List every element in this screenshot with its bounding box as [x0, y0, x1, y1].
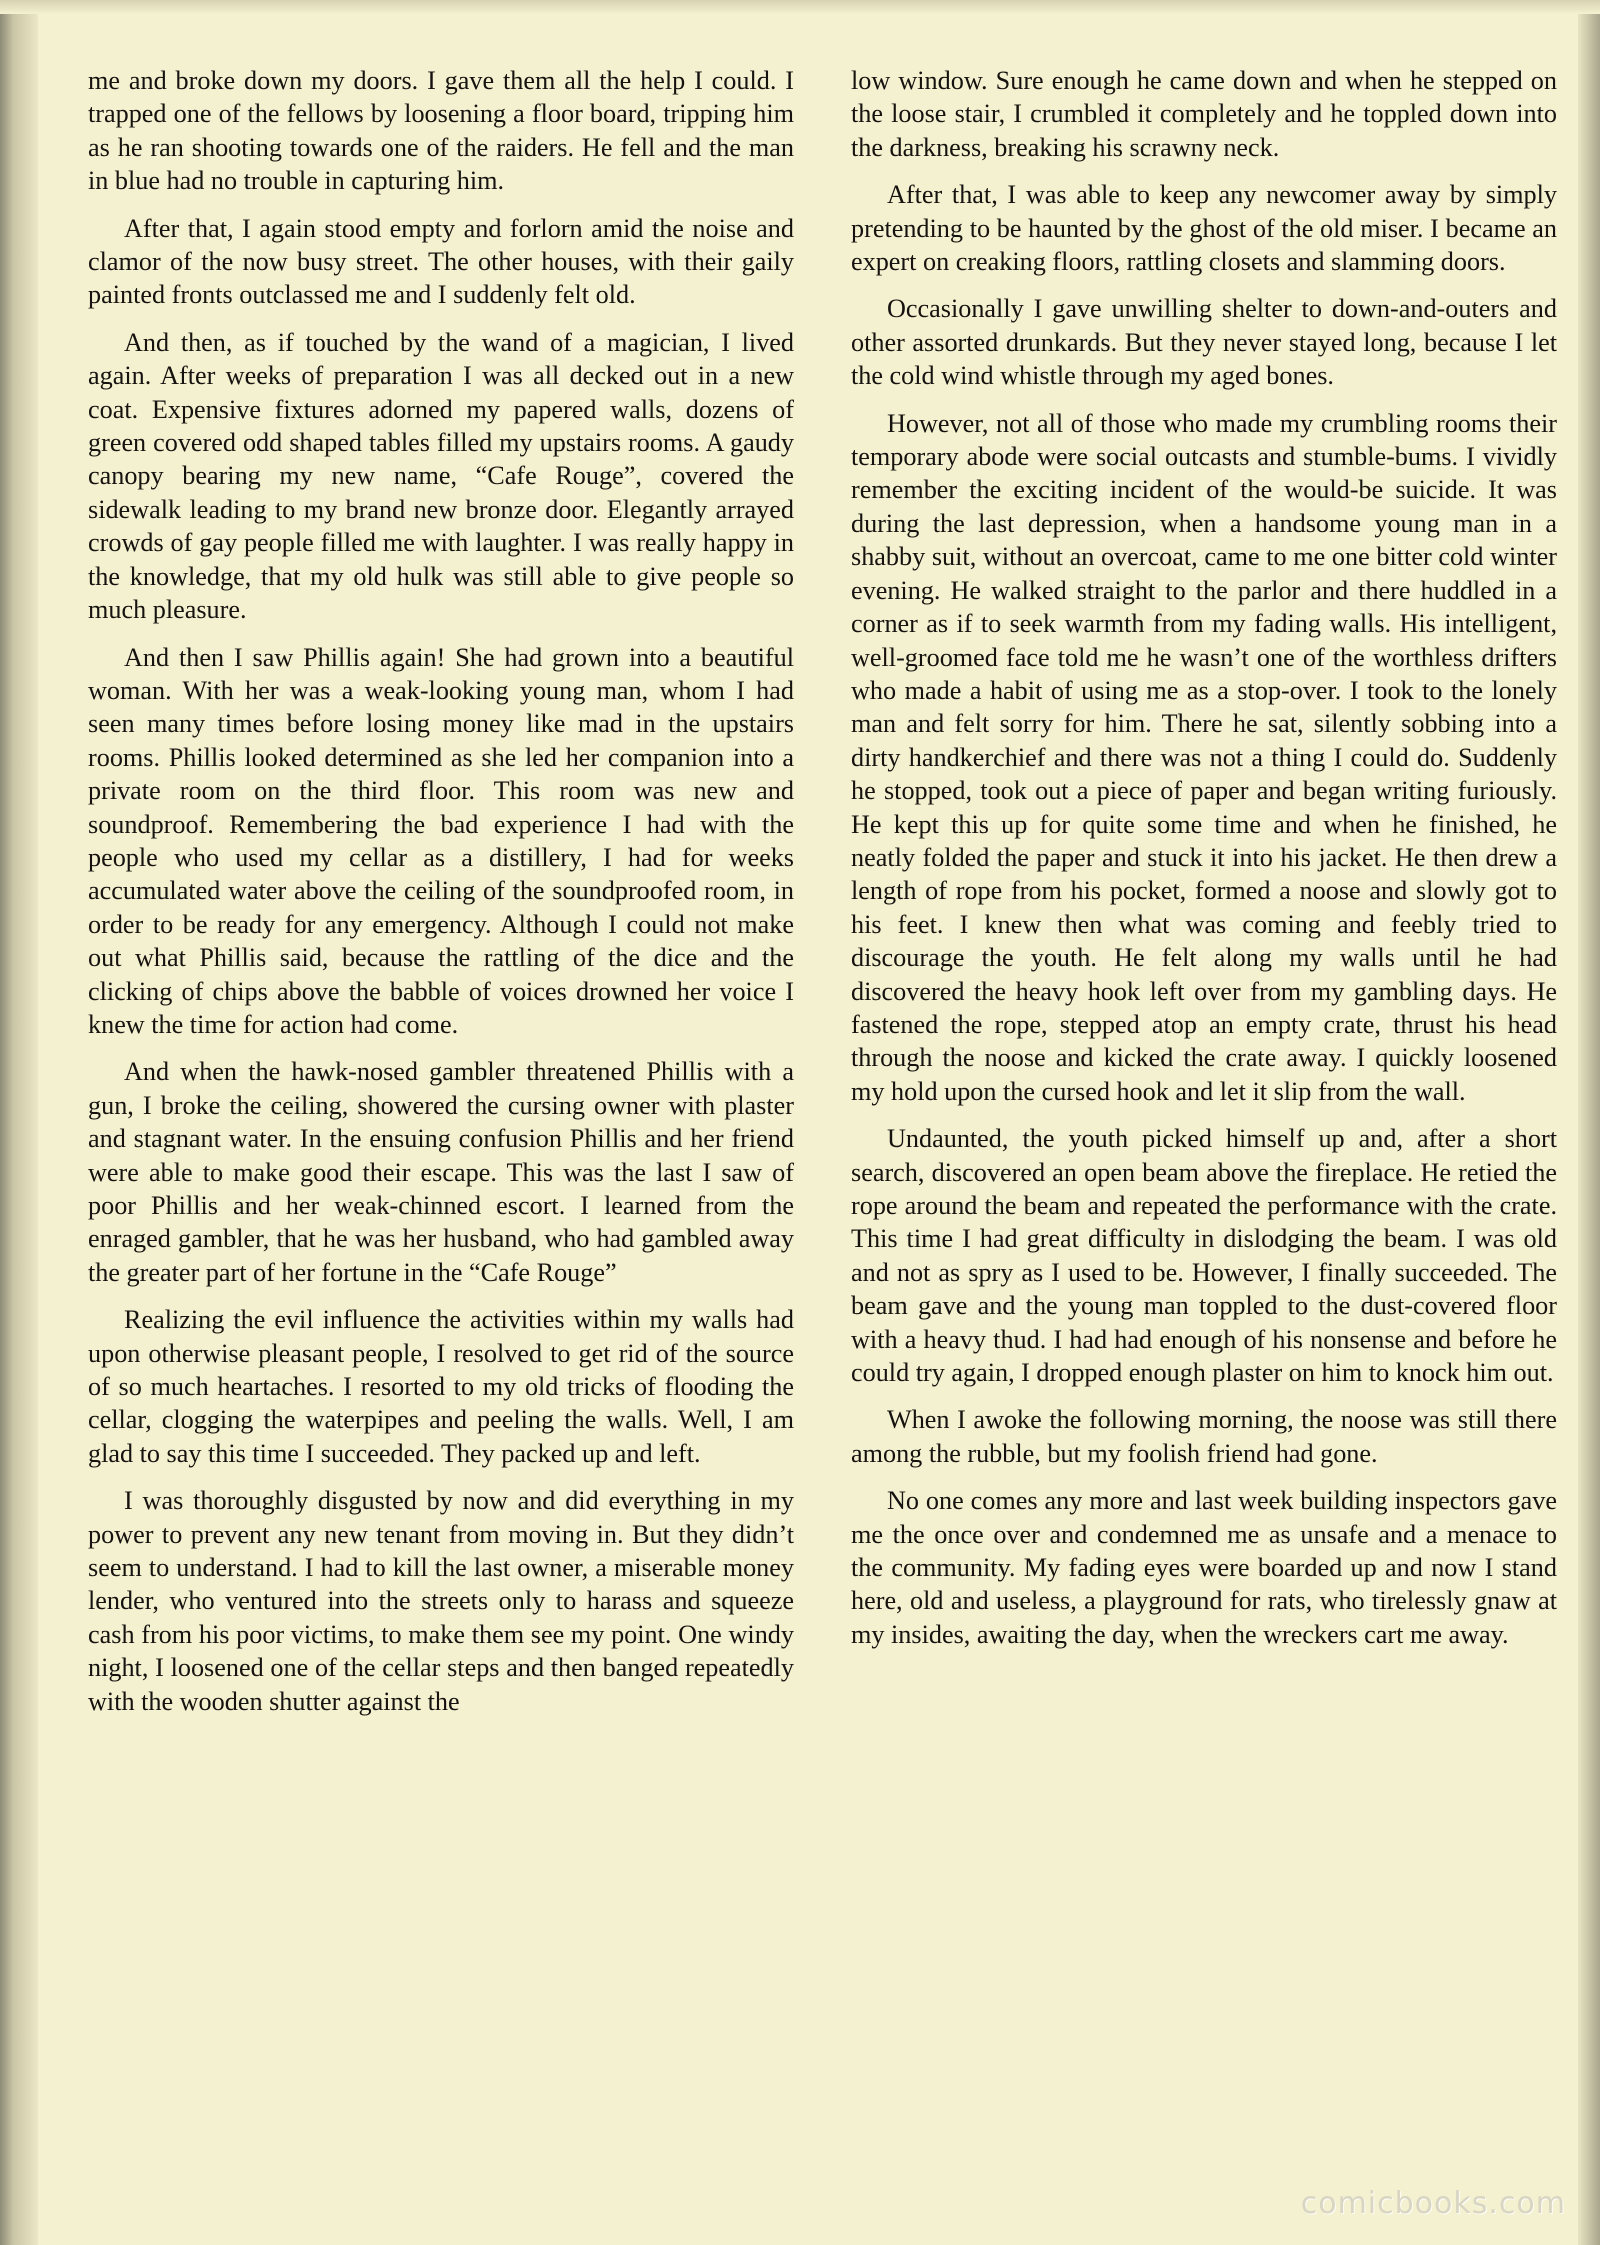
- right-text-column: [851, 64, 1557, 1665]
- paragraph: me and broke down my doors. I gave them all the help I could. I trapped one of the fellows by loosening a floor board, tripping him as he ran shooting towards one of the raiders. He fell and the man in blue had no trouble in capturing him.: [88, 66, 794, 196]
- paragraph: low window. Sure enough he came down and when he stepped on the loose stair, I crumbled it completely and he toppled down into the darkness, breaking his scrawny neck.: [851, 66, 1557, 162]
- paragraph: However, not all of those who made my crumbling rooms their temporary abode were social outcasts and stumble-bums. I vividly remember the exciting incident of the would-be suicide. It was during the last depression, when a handsome young man in a shabby suit, without an overcoat, came to me one bitter cold winter evening. He walked straight to the parlor and there huddled in a corner as if to seek warmth from my fading walls. His intelligent, well-groomed face told me he wasn’t one of the worthless drifters who made a habit of using me as a stop-over. I took to the lonely man and felt sorry for him. There he sat, silently sobbing into a dirty handkerchief and there was not a thing I could do. Suddenly he stopped, took out a piece of paper and began writing furiously. He kept this up for quite some time and when he finished, he neatly folded the paper and stuck it into his jacket. He then drew a length of rope from his pocket, formed a noose and slowly got to his feet. I knew then what was coming and feebly tried to discourage the youth. He felt along my walls until he had discovered the heavy hook left over from my gambling days. He fastened the rope, stepped atop an empty crate, thrust his head through the noose and kicked the crate away. I quickly loosened my hold upon the cursed hook and let it slip from the wall.: [851, 408, 1557, 1106]
- paragraph: After that, I again stood empty and forlorn amid the noise and clamor of the now busy street. The other houses, with their gaily painted fronts outclassed me and I suddenly felt old.: [88, 213, 794, 310]
- site-watermark: comicbooks.com: [1300, 2186, 1566, 2221]
- paragraph: And when the hawk-nosed gambler threatened Phillis with a gun, I broke the ceiling, showered the cursing owner with plaster and stagnant water. In the ensuing confusion Phillis and her friend were able to make good their escape. This was the last I saw of poor Phillis and her weak-chinned escort. I learned from the enraged gambler, that he was her husband, who had gambled away the greater part of her fortune in the “Cafe Rouge”: [88, 1057, 794, 1287]
- page-edge-right: [1578, 0, 1600, 2245]
- paragraph: And then I saw Phillis again! She had grown into a beautiful woman. With her was a weak-looking young man, whom I had seen many times before losing money like mad in the upstairs rooms. Phillis looked determined as she led her companion into a private room on the third floor. This room was new and soundproof. Remembering the bad experience I had with the people who used my cellar as a distillery, I had for weeks accumulated water above the ceiling of the soundproofed room, in order to be ready for any emergency. Although I could not make out what Phillis said, because the rattling of the dice and the clicking of chips above the babble of voices drowned her voice I knew the time for action had come.: [88, 642, 794, 1039]
- page-edge-top: [0, 0, 1600, 14]
- paragraph: I was thoroughly disgusted by now and did everything in my power to prevent any new tenant from moving in. But they didn’t seem to understand. I had to kill the last owner, a miserable money lender, who ventured into the streets only to harass and squeeze cash from his poor victims, to make them see my point. One windy night, I loosened one of the cellar steps and then banged repeatedly with the wooden shutter against the: [88, 1486, 794, 1716]
- paragraph: Undaunted, the youth picked himself up and, after a short search, discovered an open beam above the fireplace. He retied the rope around the beam and repeated the performance with the crate. This time I had great difficulty in dislodging the beam. I was old and not as spry as I used to be. However, I finally succeeded. The beam gave and the young man toppled to the dust-covered floor with a heavy thud. I had had enough of his nonsense and before he could try again, I dropped enough plaster on him to knock him out.: [851, 1124, 1557, 1388]
- left-text-column: [88, 64, 794, 1732]
- paragraph: After that, I was able to keep any newcomer away by simply pretending to be haunted by the ghost of the old miser. I became an expert on creaking floors, rattling closets and slamming doors.: [851, 180, 1557, 277]
- paragraph: Occasionally I gave unwilling shelter to down-and-outers and other assorted drunkards. But they never stayed long, because I let the cold wind whistle through my aged bones.: [851, 294, 1557, 391]
- paragraph: Realizing the evil influence the activities within my walls had upon otherwise pleasant people, I resolved to get rid of the source of so much heartaches. I resorted to my old tricks of flooding the cellar, clogging the waterpipes and peeling the walls. Well, I am glad to say this time I succeeded. They packed up and left.: [88, 1305, 794, 1468]
- paragraph: When I awoke the following morning, the noose was still there among the rubble, but my foolish friend had gone.: [851, 1405, 1557, 1468]
- paragraph: And then, as if touched by the wand of a magician, I lived again. After weeks of preparation I was all decked out in a new coat. Expensive fixtures adorned my papered walls, dozens of green covered odd shaped tables filled my upstairs rooms. A gaudy canopy bearing my new name, “Cafe Rouge”, covered the sidewalk leading to my brand new bronze door. Elegantly arrayed crowds of gay people filled me with laughter. I was really happy in the knowledge, that my old hulk was still able to give people so much pleasure.: [88, 327, 794, 625]
- page-edge-left: [0, 0, 38, 2245]
- paragraph: No one comes any more and last week building inspectors gave me the once over and condemned me as unsafe and a menace to the community. My fading eyes were boarded up and now I stand here, old and useless, a playground for rats, who tirelessly gnaw at my insides, awaiting the day, when the wreckers cart me away.: [851, 1486, 1557, 1649]
